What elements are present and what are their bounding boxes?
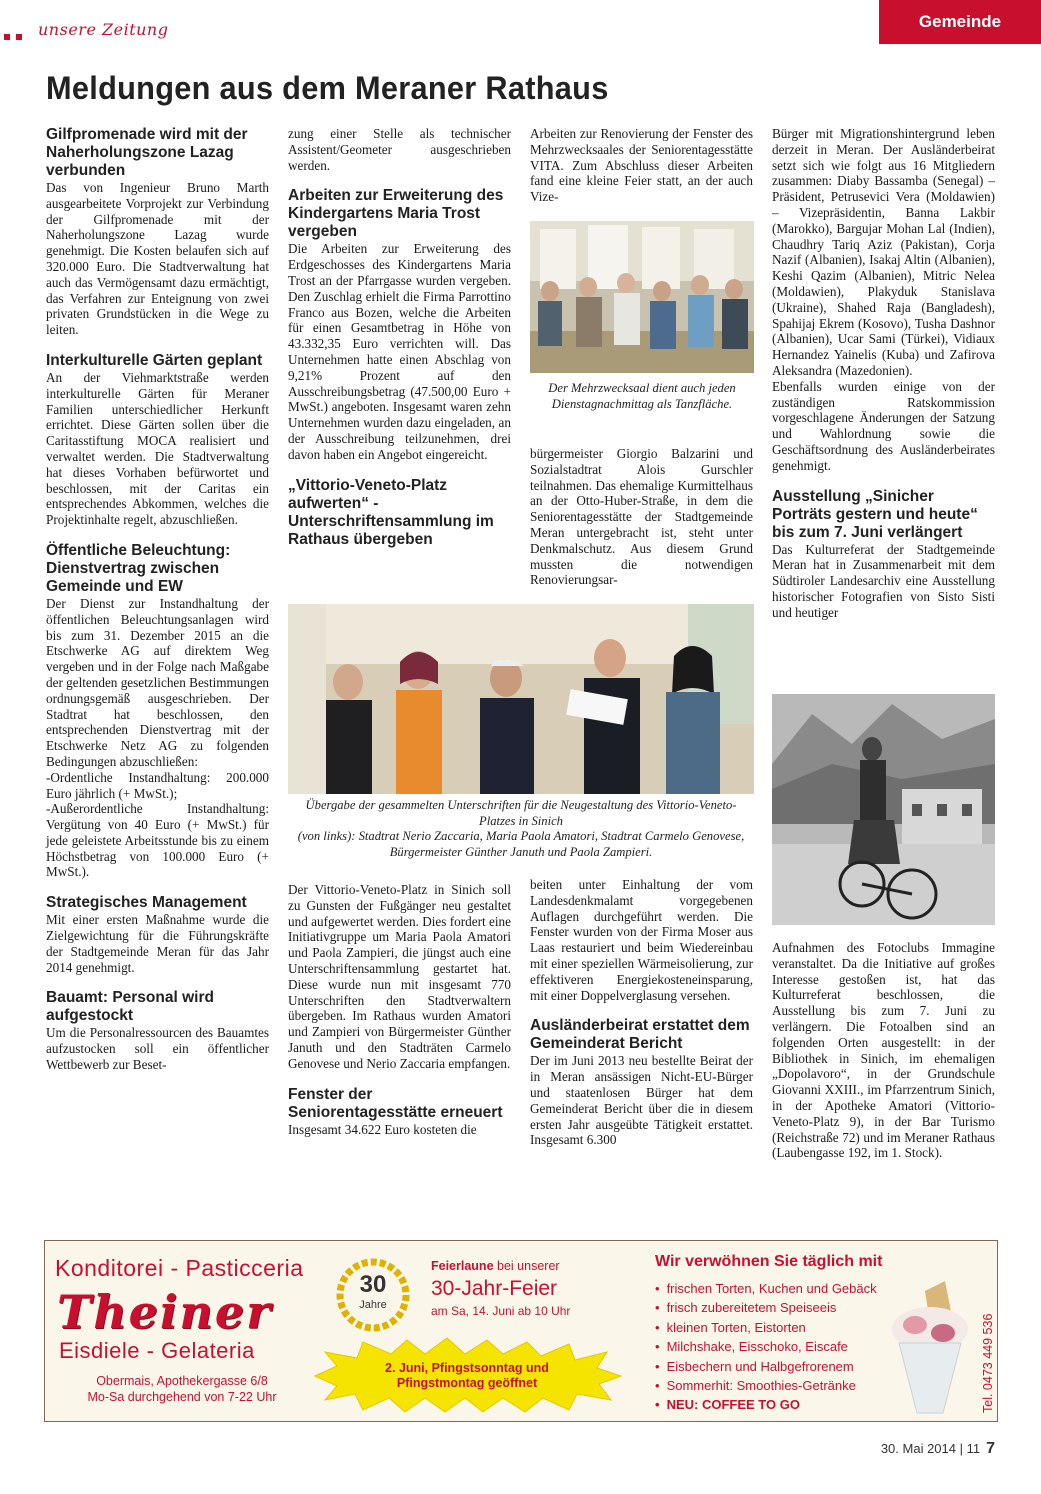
masthead — [0, 0, 1041, 48]
brand-logo: unsere Zeitung — [38, 20, 169, 39]
holiday-line: 2. Juni, Pfingstsonntag und — [385, 1361, 549, 1375]
handover-photo-caption — [288, 798, 754, 860]
article-text: -Ordentliche Instandhaltung: 200.000 Euro jährlich (+ MwSt.); — [46, 769, 269, 801]
article-text: Mit einer ersten Maßnahme wurde die Zielgewichtung für die Führungskräfte der Stadtgemeinde Meran für das Jahr 2014 genehmigt. — [46, 912, 269, 975]
article-heading: Öffentliche Beleuchtung: Dienstvertrag zwischen Gemeinde und EW — [46, 541, 231, 595]
historic-bicycle-photo — [772, 694, 995, 925]
ad-product-item: • Sommerhit: Smoothies-Getränke — [655, 1376, 877, 1395]
article-heading: Arbeiten zur Erweiterung des Kindergartens Maria Trost vergeben — [288, 187, 504, 241]
article-heading: Bauamt: Personal wird aufgestockt — [46, 989, 214, 1025]
dance-photo-caption: Der Mehrzwecksaal dient auch jeden Dienstagnachmittag als Tanzfläche. — [548, 381, 736, 411]
ice-cream-icon — [885, 1281, 975, 1416]
caption-line: (von links): Stadtrat Nerio Zaccaria, Maria Paola Amatori, Stadtrat Carmelo Genovese, Bürgermeister Günther Januth und Paola Zampieri. — [297, 829, 745, 859]
section-tab: Gemeinde — [879, 0, 1041, 44]
anniversary-badge — [335, 1257, 411, 1333]
ad-product-item: • frisch zubereitetem Speiseeis — [655, 1298, 877, 1317]
ad-product-item: • NEU: COFFEE TO GO — [655, 1395, 877, 1414]
caption-line: Übergabe der gesammelten Unterschriften für die Neugestaltung des Vittorio-Veneto-Platzes in Sinich — [305, 798, 737, 828]
ad-holiday-notice — [307, 1361, 627, 1391]
holiday-line: Pfingstmontag geöffnet — [396, 1376, 538, 1390]
ad-shop-line-1: Konditorei - Pasticceria — [55, 1255, 304, 1281]
article-text: Ebenfalls wurden einige von der zuständigen Ratskommission vorgeschlagene Änderungen der Satzung und Wahlordnung sowie die Geschäftsordnung des Ausländerbeirates genehmigt. — [772, 378, 995, 473]
ad-product-item: • Milchshake, Eisschoko, Eiscafe — [655, 1337, 877, 1356]
article-text: Bürger mit Migrationshintergrund leben derzeit in Meran. Der Ausländerbeirat setzt sich wie folgt aus 16 Mitgliedern zusammen: Diaby Bassamba (Senegal) – Präsident, Petrusevici Vera (Moldawien) – Vizepräsidentin, Banna Lakbir (Marokko), Bargujar Mohan Lal (Indien), Chaudhry Tariq Aziz (Pakistan), Corja Nazif (Albanien), Isakaj Altin (Albanien), Keshi Qazim (Albanien), Mitric Nelea (Moldawien), Plakyduk Stanislava (Ukraine), Shahed Raja (Bangladesh), Spahijaj Ekrem (Kosovo), Tusha Dashnor (Albanien), Ucar Sami (Türkei), Vidiaux Hernandez Yainelis (Kuba) und Zafirova Aleksandra (Mazedonien). — [772, 126, 995, 378]
ad-product-list — [655, 1279, 877, 1415]
ad-logo: Theiner — [57, 1285, 273, 1339]
ad-phone: Tel. 0473 449 536 — [981, 1313, 995, 1413]
page-number: 7 — [986, 1440, 995, 1457]
theiner-advertisement — [44, 1240, 998, 1422]
article-heading: Strategisches Management — [46, 894, 247, 912]
article-text: Aufnahmen des Fotoclubs Immagine veranstaltet. Da die Initiative auf großes Interesse gestoßen ist, hat das Kulturreferat beschlossen, die Ausstellung bis zum 7. Juni zu verlängern. Die Fotoalben sind an folgenden Orten ausgestellt: in der Bibliothek in Sinich, im ehemaligen „Dopolavoro“, in der Grundschule Giovanni XXIII., im Pfarrzentrum Sinich, in der Apotheke Amatori (Vittorio-Veneto-Platz 9), in der Bar Turismo (Reichstraße 72) und im Meraner Rathaus (Laubengasse 192, im 1. Stock). — [772, 940, 995, 1161]
article-text: Das Kulturreferat der Stadtgemeinde Meran hat in Zusammenarbeit mit dem Südtiroler Landesarchiv eine Ausstellung historischer Fotografien von Sisto Sisti und heutiger — [772, 541, 995, 620]
ad-party-bold: Feierlaune — [431, 1259, 494, 1273]
article-text: bürgermeister Giorgio Balzarini und Sozialstadtrat Alois Gurschler teilnahmen. Das ehemalige Kurmittelhaus an der Otto-Huber-Straße, in dem die Seniorentagesstätte der Stadtgemeinde Meran untergebracht ist, steht unter Denkmalschutz. Aus diesem Grund mussten die notwendigen Renovierungsar- — [530, 446, 753, 588]
ad-party-intro — [431, 1259, 560, 1273]
article-text: zung einer Stelle als technischer Assistent/Geometer ausgeschrieben werden. — [288, 126, 511, 173]
ad-address: Obermais, Apothekergasse 6/8 — [96, 1374, 268, 1388]
column-3-bottom — [530, 877, 753, 1148]
article-heading: Fenster der Seniorentagesstätte erneuert — [288, 1085, 503, 1121]
ad-list-title: Wir verwöhnen Sie täglich mit — [655, 1253, 883, 1270]
ad-product-item: • Eisbechern und Halbgefrorenem — [655, 1357, 877, 1376]
article-text: Der im Juni 2013 neu bestellte Beirat der in Meran ansässigen Nicht-EU-Bürger und staatenlosen Bürger hat dem Gemeinderat Bericht über die in diesem ersten Jahr ausgeübte Tätigkeit erstattet. Insgesamt 6.300 — [530, 1053, 753, 1148]
article-heading: „Vittorio-Veneto-Platz aufwerten“ - Unterschriftensammlung im Rathaus übergeben — [288, 476, 494, 548]
article-text: -Außerordentliche Instandhaltung: Vergütung von 40 Euro (+ MwSt.) für jede geleistete Arbeitsstunde bis zu einem Höchstbetrag von 100.000 Euro (+ MwSt.). — [46, 801, 269, 880]
badge-number: 30 — [359, 1271, 387, 1298]
article-text: beiten unter Einhaltung der vom Landesdenkmalamt vorgegebenen Auflagen durchgeführt werden. Die Fenster wurden von der Firma Moser aus Laas restauriert und beim Wiedereinbau mit einer speziellen Wärmeisolierung, zur effektiveren Energiekosteneinsparung, mit einer Doppelverglasung versehen. — [530, 877, 753, 1003]
article-heading: Interkulturelle Gärten geplant — [46, 351, 263, 369]
ad-party-rest: bei unserer — [497, 1259, 560, 1273]
article-text: Der Vittorio-Veneto-Platz in Sinich soll zu Gunsten der Fußgänger neu gestaltet und aufgewertet werden. Dies fordert eine Initiativgruppe um Maria Paola Amatori und Paola Zampieri, die jüngst auch eine Unterschriftensammlung gestartet hat. Diese wurde nun mit insgesamt 770 Unterschriften den Stadtverwaltern übergeben. Im Rathaus wurden Amatori und Zampieri von Bürgermeister Günther Januth und den Stadträten Carmelo Genovese und Nerio Zaccaria empfangen. — [288, 882, 511, 1071]
article-text: Insgesamt 34.622 Euro kosteten die — [288, 1121, 477, 1137]
column-2 — [288, 126, 511, 549]
ad-product-item: • frischen Torten, Kuchen und Gebäck — [655, 1279, 877, 1298]
dance-hall-photo — [530, 221, 754, 373]
article-text: Die Arbeiten zur Erweiterung des Erdgeschosses des Kindergartens Maria Trost an der Pfarrgasse wurden vergeben. Den Zuschlag erhielt die Firma Parrottino Franco aus Bozen, welche die Arbeiten für einen Gesamtbetrag in Höhe von 43.332,35 Euro verrichten will. Das Unternehmen hatte einen Abschlag von 9,21% Prozent auf den Ausschreibungsbetrag (47.500,00 Euro + MwSt.) angeboten. Insgesamt waren zehn Unternehmen wurden dazu eingeladen, an der Ausschreibung teilzunehmen, drei davon haben ein Angebot eingereicht. — [288, 241, 511, 462]
article-text: An der Viehmarktstraße werden interkulturelle Gärten für Meraner Familien unterschiedlicher Herkunft errichtet. Diese Gärten sollen über die Caritasstiftung MOCA realisiert und verwaltet werden. Die Stadtverwaltung hat dieses Vorhaben befürwortet und beschlossen, mit der Caritas ein entsprechendes Abkommen, welches die Projektinhalte regelt, abzuschließen. — [46, 369, 269, 528]
badge-label: Jahre — [359, 1299, 387, 1311]
article-text: Arbeiten zur Renovierung der Fenster des Mehrzwecksaales der Seniorentagesstätte VITA. Zum Abschluss dieser Arbeiten fand eine kleine Feier statt, an der auch Vize- — [530, 126, 753, 205]
article-heading: Ausländerbeirat erstattet dem Gemeinderat Bericht — [530, 1017, 750, 1053]
ad-address-block — [67, 1373, 297, 1405]
signature-handover-photo — [288, 604, 754, 794]
ad-product-item: • kleinen Torten, Eistorten — [655, 1318, 877, 1337]
ad-hours: Mo-Sa durchgehend von 7-22 Uhr — [87, 1390, 277, 1404]
column-4 — [772, 126, 995, 621]
article-text: Der Dienst zur Instandhaltung der öffentlichen Beleuchtungsanlagen wird bis zum 31. Dezember 2015 an die Etschwerke AG auf direktem Weg vergeben und in der Folge nach Maßgabe der geltenden gesetzlichen Bestimmungen ordnungsgemäß ausgeschrieben. Der Stadtrat hat beschlossen, den entsprechenden Dienstvertrag mit der Etschwerke Netz AG zu folgenden Bedingungen abzuschließen: — [46, 595, 270, 769]
ad-party-title: 30-Jahr-Feier — [431, 1277, 558, 1300]
column-2-continued — [288, 882, 511, 1137]
page-footer — [881, 1440, 995, 1458]
issue-date: 30. Mai 2014 | 11 — [880, 1441, 981, 1456]
column-1 — [46, 126, 269, 1073]
ad-shop-line-2: Eisdiele - Gelateria — [59, 1338, 255, 1363]
article-heading: Ausstellung „Sinicher Porträts gestern und heute“ bis zum 7. Juni verlängert — [772, 487, 978, 541]
masthead-dots — [4, 27, 28, 45]
ad-party-date: am Sa, 14. Juni ab 10 Uhr — [431, 1304, 571, 1318]
column-3-continued — [530, 446, 753, 588]
column-4-continued — [772, 940, 995, 1161]
page-headline: Meldungen aus dem Meraner Rathaus — [46, 70, 609, 106]
article-text: Um die Personalressourcen des Bauamtes aufzustocken soll ein öffentlicher Wettbewerb zur Beset- — [46, 1025, 269, 1073]
article-heading: Gilfpromenade wird mit der Naherholungszone Lazag verbunden — [46, 126, 248, 179]
article-text: Das von Ingenieur Bruno Marth ausgearbeitete Vorprojekt zur Verbindung der Gilfpromenade mit der Naherholungszone Lazag wurde genehmigt. Die Kosten belaufen sich auf 320.000 Euro. Die Stadtverwaltung hat auch das Vermögensamt dazu ermächtigt, das Verfahren zur Enteignung von zwei privaten Grundstücken in die Wege zu leiten. — [46, 180, 269, 338]
column-3 — [530, 126, 753, 205]
